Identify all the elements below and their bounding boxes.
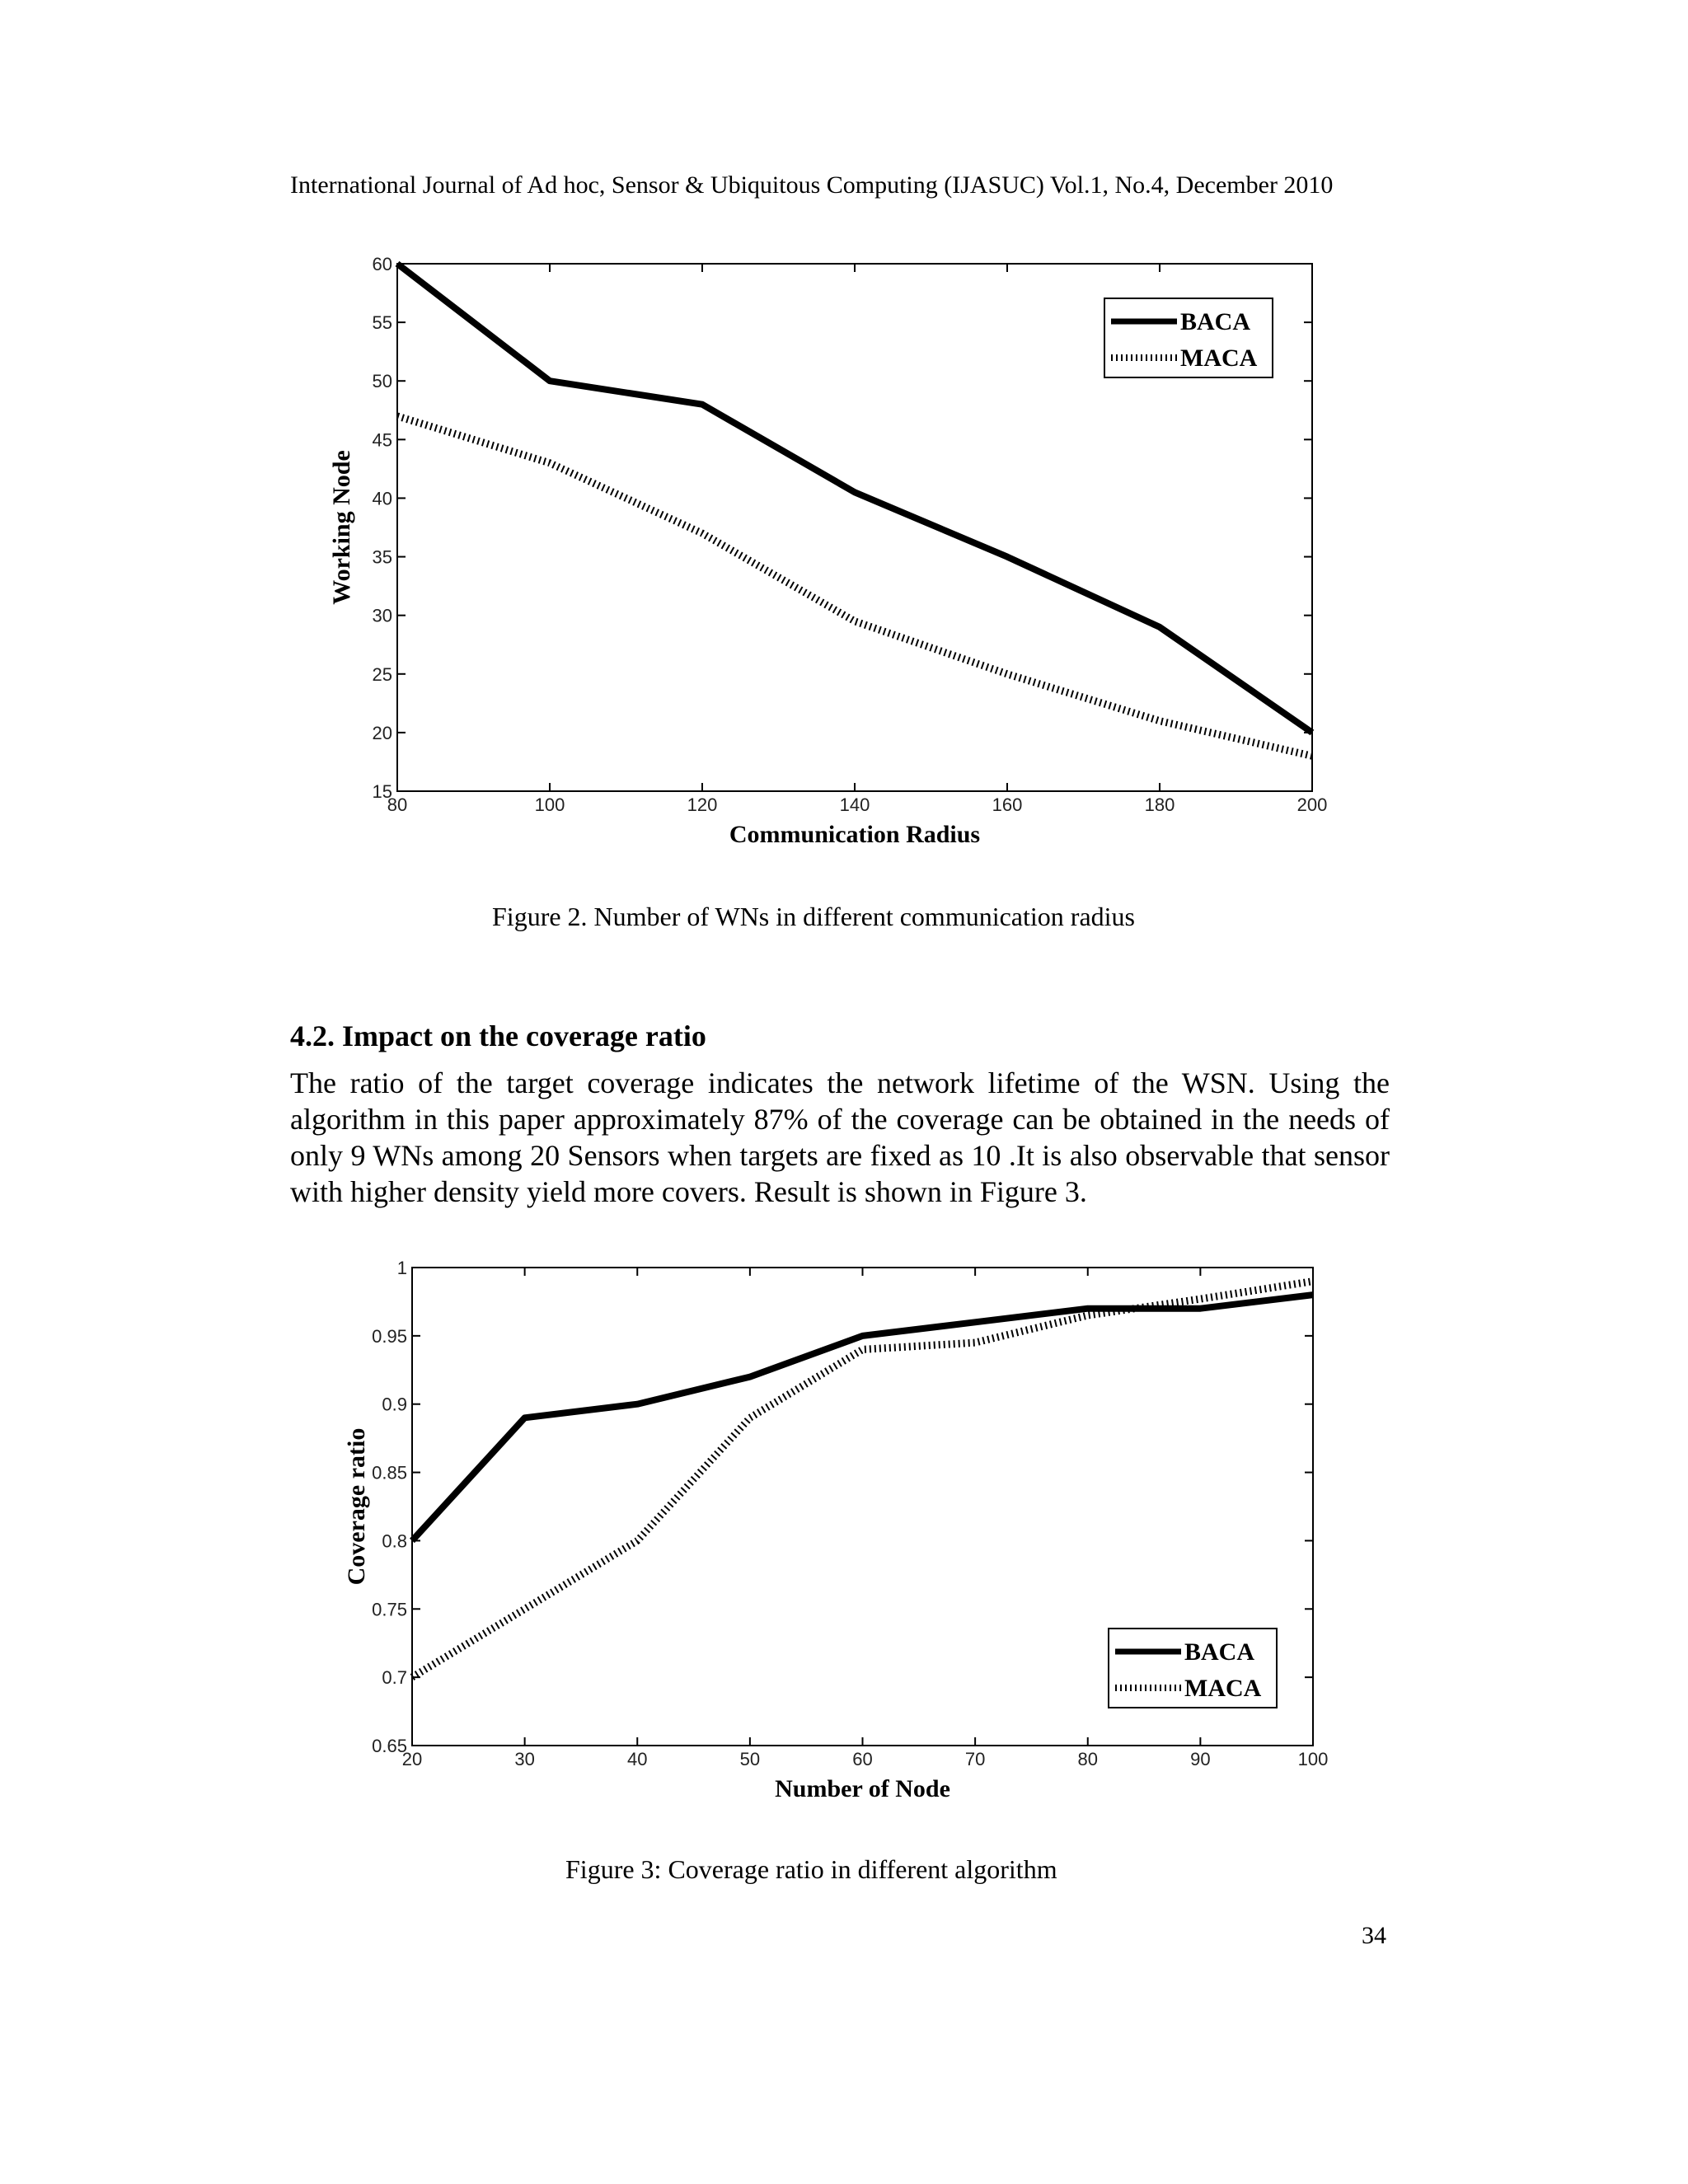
y-tick-label: 25: [372, 663, 392, 685]
x-tick-label: 60: [852, 1749, 873, 1769]
y-tick-label: 0.95: [372, 1325, 407, 1347]
legend-label-baca: BACA: [1180, 308, 1251, 335]
series-line-baca: [412, 1295, 1313, 1540]
x-axis-title: Number of Node: [775, 1775, 950, 1802]
page-number: 34: [1362, 1922, 1386, 1949]
y-tick-label: 0.65: [372, 1736, 407, 1756]
x-tick-label: 70: [964, 1749, 986, 1769]
x-tick-label: 100: [1297, 1749, 1329, 1769]
y-axis-title: Coverage ratio: [343, 1427, 370, 1586]
x-tick-label: 120: [687, 794, 718, 815]
legend-label-maca: MACA: [1184, 1675, 1262, 1702]
series-line-maca: [412, 1282, 1313, 1678]
y-tick-label: 0.8: [382, 1530, 407, 1552]
y-tick-label: 0.75: [372, 1599, 407, 1620]
x-tick-label: 50: [739, 1749, 761, 1769]
x-tick-label: 30: [514, 1749, 535, 1769]
figure-3-chart: [343, 1258, 1343, 1844]
y-tick-label: 45: [372, 429, 392, 451]
y-tick-label: 30: [372, 605, 392, 626]
y-tick-label: 20: [372, 722, 392, 743]
figure-3-caption: Figure 3: Coverage ratio in different algorithm: [565, 1854, 1057, 1884]
x-axis-title: Communication Radius: [729, 821, 981, 848]
x-tick-label: 100: [534, 794, 565, 815]
y-tick-label: 15: [372, 781, 392, 802]
legend-label-baca: BACA: [1184, 1638, 1255, 1666]
x-tick-label: 40: [627, 1749, 648, 1769]
y-tick-label: 60: [372, 254, 392, 274]
y-tick-label: 0.7: [382, 1667, 407, 1689]
y-tick-label: 50: [372, 371, 392, 392]
x-tick-label: 180: [1144, 794, 1175, 815]
y-tick-label: 1: [396, 1258, 407, 1278]
series-line-maca: [397, 416, 1312, 756]
y-tick-label: 0.9: [382, 1394, 407, 1415]
x-tick-label: 200: [1296, 794, 1328, 815]
legend-label-maca: MACA: [1180, 344, 1258, 372]
figure-2-chart: [328, 254, 1343, 857]
figure-2-caption: Figure 2. Number of WNs in different communication radius: [492, 902, 1135, 931]
section-paragraph: The ratio of the target coverage indicates the network lifetime of the WSN. Using the algorithm in this paper approximately 87% of the coverage can be obtained in the needs of only 9 WNs among 20 Sensors when targets are fixed as 10 .It is also observable that sensor with higher density yield more covers. Result is shown in Figure 3.: [290, 1066, 1390, 1208]
coverage-ratio-chart: [343, 1258, 1343, 1844]
x-tick-label: 80: [1077, 1749, 1098, 1769]
y-tick-label: 0.85: [372, 1462, 407, 1483]
section-title: 4.2. Impact on the coverage ratio: [290, 1019, 706, 1052]
x-tick-label: 90: [1190, 1749, 1211, 1769]
y-tick-label: 40: [372, 488, 392, 509]
y-tick-label: 55: [372, 312, 392, 334]
x-tick-label: 140: [839, 794, 870, 815]
y-tick-label: 35: [372, 546, 392, 568]
working-node-chart: [328, 254, 1343, 857]
x-tick-label: 160: [992, 794, 1023, 815]
x-tick-label: 20: [401, 1749, 423, 1769]
journal-header: International Journal of Ad hoc, Sensor & Ubiquitous Computing (IJASUC) Vol.1, No.4, December 2010: [290, 171, 1334, 199]
y-axis-title: Working Node: [328, 450, 355, 605]
x-tick-label: 80: [387, 794, 408, 815]
